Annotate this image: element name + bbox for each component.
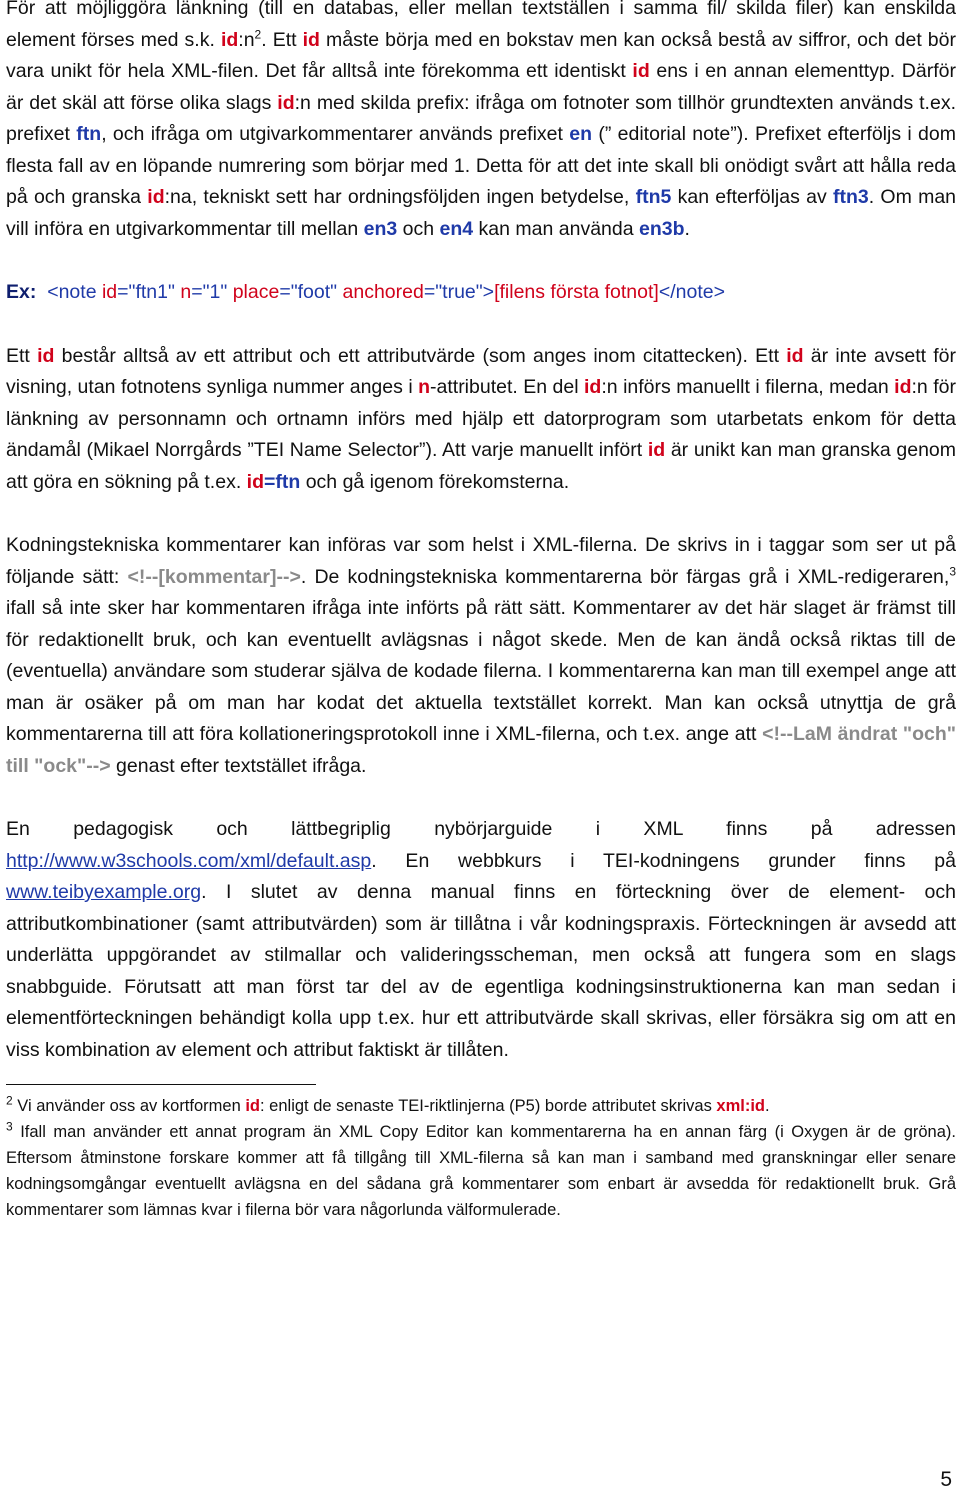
code-prefix-en: en (569, 123, 593, 145)
code-en4: en4 (439, 217, 474, 240)
text: kan efterföljas av (671, 186, 833, 208)
code-id: id (302, 28, 320, 51)
code-en3: en3 (363, 217, 398, 240)
footnote-ref-2[interactable]: 2 (254, 27, 262, 41)
code-id: id (894, 376, 912, 398)
text: och gå igenom förekomsterna. (300, 470, 570, 493)
text: :n (238, 28, 255, 51)
example-label: Ex: (6, 281, 37, 303)
example-content: [filens första fotnot] (494, 281, 659, 303)
footnote-ref-3[interactable]: 3 (949, 564, 957, 578)
code-id: id (37, 344, 55, 367)
text: :na, tekniskt sett har ordningsföljden ingen betydelse, (164, 186, 636, 208)
code-id: id (632, 60, 650, 82)
text: . I slutet av denna manual finns en förteckning över de element- och attributkombinationer (samt attributvärden) som är tillåtna i vår kodningspraxis. Förteckningen är avsedd att underlätta uppgörandet av stilmallar och valideringsscheman, men också att fungera som en slags snabbguide. Förutsatt att man först tar del av de egentliga kodningsinstruktionerna kan man sedan i elementförteckningen behändigt kolla upp t.ex. hur ett attributvärde skall skrivas, eller försäkra sig om att en viss kombination av element och attribut faktiskt är tillåten. (6, 881, 956, 1061)
text: :n för länkning av personnamn och ortnamn införs med hjälp ett datorprogram som utarbetats enkom för detta ändamål (Mikael Norrgårds ”TEI Name Selector”). Att varje manuellt infört (6, 376, 956, 461)
footnote-2 (6, 1093, 956, 1119)
code-id: id (786, 344, 804, 367)
code-id: id (584, 376, 602, 398)
text: . De kodningstekniska kommentarerna bör färgas grå i XML-redigeraren, (300, 565, 950, 588)
text: . (765, 1097, 770, 1115)
paragraph-id-linking (6, 0, 956, 245)
text: :n införs manuellt i filerna, medan (601, 376, 895, 398)
text: ens i en annan elementtyp. Därför är det skäl att förse olika slags (6, 60, 956, 114)
text: är unikt kan man granska genom att göra en sökning på t.ex. (6, 439, 957, 493)
text: En pedagogisk och lättbegriplig nybörjarguide i XML finns på adressen (6, 818, 956, 840)
text: Kodningstekniska kommentarer kan införas var som helst i XML-filerna. De skrivs in i taggar som ser ut på följande sätt: (6, 534, 956, 588)
text: . (684, 217, 690, 240)
example-tag-close: </note> (658, 281, 725, 303)
text: Ett (6, 344, 38, 367)
code-prefix-ftn: ftn (76, 123, 102, 145)
code-ftn5: ftn5 (635, 186, 672, 208)
text: måste börja med en bokstav men kan också bestå av siffror, och det bör vara unikt för hela XML-filen. Det får alltså inte förekomma ett identiskt (6, 28, 956, 82)
code-n: n (418, 376, 431, 398)
text: Ifall man använder ett annat program än XML Copy Editor kan kommentarerna ha en annan färg (i Oxygen är de gröna). Eftersom åtminstone forskare kommer att få tillgång till XML-filerna så kan man i samband med granskningar eller senare kodningsomgångar eventuellt avlägsna en del sådana grå kommentarer som enbart är avsedda för redaktionellt bruk. Grå kommentarer som lämnas kvar i filerna bör vara någorlunda välformulerade. (6, 1123, 956, 1219)
footnote-number: 3 (6, 1119, 13, 1134)
link-w3schools[interactable]: http://www.w3schools.com/xml/default.asp (6, 849, 372, 872)
code-id: id (246, 470, 264, 493)
code-ftn3: ftn3 (832, 186, 869, 208)
text: kan man använda (473, 217, 640, 240)
example-value: ="1" (191, 281, 233, 303)
text: ifall så inte sker har kommentaren ifråga inte införts på rätt sätt. Kommentarer av det här slaget är främst till för redaktionellt bruk, och kan eventuellt avlägsnas i något skede. Men de kan ändå också riktas till de (eventuella) användare som studerar själva de kodade filerna. I kommentarerna kan man till exempel ange att man är osäker på om man har kodat det aktuella textstället korrekt. Man kan också utnyttja de grå kommentarerna till att föra kollationeringsprotokoll inne i XML-filerna, och t.ex. ange att (6, 597, 956, 745)
code-eq-ftn: =ftn (264, 470, 301, 493)
example-attr-place: place (232, 281, 280, 303)
page-number: 5 (940, 1468, 952, 1491)
code-xmlid: xml:id (716, 1097, 766, 1115)
text: För att möjliggöra länkning (till en databas, eller mellan textställen i samma fil/ skilda filer) kan enskilda element förses med s.k. (6, 0, 956, 51)
text: : enligt de senaste TEI-riktlinjerna (P5) borde attributet skrivas (260, 1097, 717, 1115)
text: :n med skilda prefix: ifråga om fotnoter som tillhör grundtexten används t.ex. prefixet (6, 91, 956, 145)
text: och (397, 217, 440, 240)
text: består alltså av ett attribut och ett attributvärde (som anges inom citattecken). Ett (54, 344, 787, 367)
text: , och ifråga om utgivarkommentarer används prefixet (101, 123, 570, 145)
code-en3b: en3b (639, 217, 685, 240)
text: . Ett (261, 28, 303, 51)
example-tag-open: <note (47, 281, 102, 303)
footnote-number: 2 (6, 1093, 13, 1108)
text: är inte avsett för visning, utan fotnotens synliga nummer anges i (6, 344, 956, 398)
paragraph-id-explanation (6, 341, 956, 499)
example-line (6, 277, 956, 309)
link-teibyexample[interactable]: www.teibyexample.org (6, 881, 202, 903)
example-value: ="true"> (423, 281, 495, 303)
example-attr-id: id (101, 281, 118, 303)
paragraph-comments (6, 530, 956, 782)
paragraph-resources (6, 814, 956, 1066)
document-page (6, 0, 956, 1223)
text: Vi använder oss av kortformen (12, 1097, 246, 1115)
text: (” editorial note”). Prefixet efterföljs i dom flesta fall av en löpande numrering som börjar med 1. Detta för att det inte skall bli onödigt svårt att hålla reda på och granska (6, 123, 956, 208)
footnote-3 (6, 1119, 956, 1223)
text: -attributet. En del (430, 376, 585, 398)
example-value: ="ftn1" (117, 281, 181, 303)
code-id: id (277, 91, 295, 114)
code-id: id (147, 186, 165, 208)
code-id: id (647, 439, 666, 461)
code-id: id (245, 1097, 261, 1115)
example-value: ="foot" (279, 281, 343, 303)
example-attr-anchored: anchored (342, 281, 424, 303)
text: . Om man vill införa en utgivarkommentar till mellan (6, 186, 957, 240)
text: . En webbkurs i TEI-kodningens grunder finns på (371, 849, 956, 872)
code-comment: <!--[kommentar]--> (127, 565, 301, 588)
example-attr-n: n (180, 281, 192, 303)
code-comment: <!--LaM ändrat "och" till "ock"--> (6, 723, 956, 777)
code-id: id (220, 28, 239, 51)
footnote-separator (6, 1084, 316, 1085)
text: genast efter textstället ifråga. (110, 754, 367, 777)
